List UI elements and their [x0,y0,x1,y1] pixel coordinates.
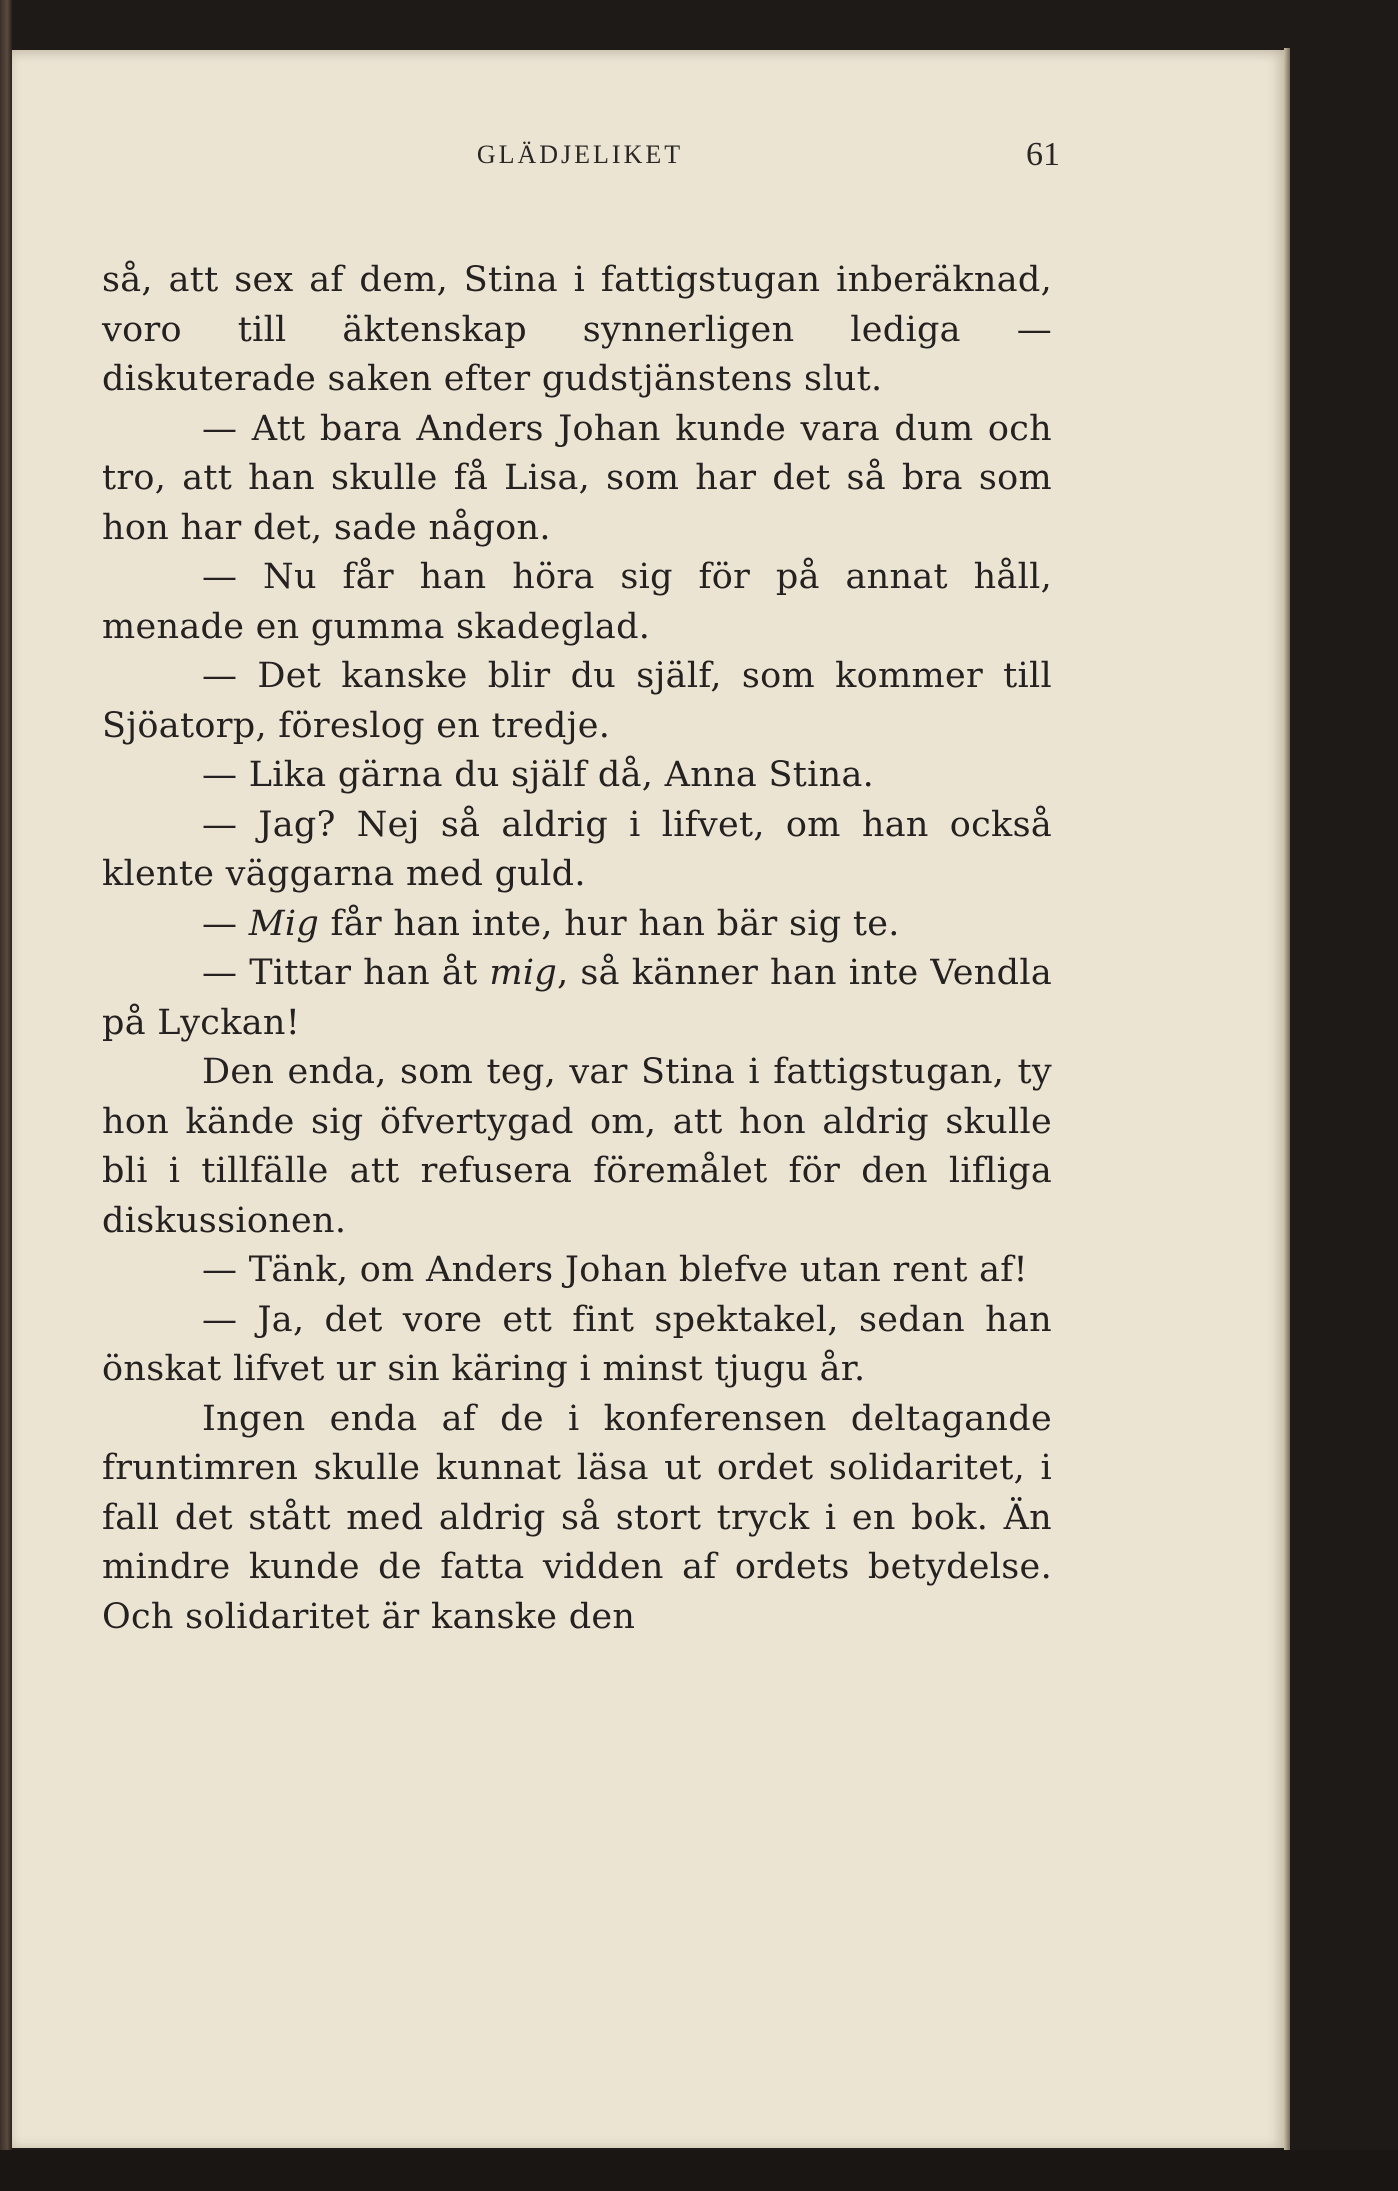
text-run: Ingen enda af de i konferensen deltagande fruntimren skulle kunnat läsa ut ordet solidaritet, i fall det stått med aldrig så stort tryck i en bok. Än mindre kunde de fatta vidden af ordets betydelse. Och solidaritet är kanske den [102,1398,1052,1637]
page-number: 61 [1026,136,1060,173]
paragraph [102,652,1052,751]
text-run: — Tittar han åt [202,953,490,993]
paragraph [102,1296,1052,1395]
paragraph [102,256,1052,405]
paragraph [102,1395,1052,1643]
text-run: — Det kanske blir du själf, som kommer till Sjöatorp, föreslog en tredje. [102,656,1052,746]
running-title: GLÄDJELIKET [476,140,684,169]
book-spine-edge [0,0,12,2191]
paragraph [102,751,1052,801]
paragraph [102,1048,1052,1246]
text-run: — Nu får han höra sig för på annat håll, menade en gumma skadeglad. [102,557,1052,647]
text-run: — [202,903,249,944]
paragraph [102,949,1052,1048]
paragraph [102,900,1052,950]
text-run: Den enda, som teg, var Stina i fattigstugan, ty hon kände sig öfvertygad om, att hon aldrig skulle bli i tillfälle att refusera föremålet för den lifliga diskussionen. [102,1052,1052,1241]
page-header [100,136,1060,180]
text-run: får han inte, hur han bär sig te. [319,903,900,944]
emphasis-text: Mig [248,903,320,944]
text-run: — Ja, det vore ett fint spektakel, sedan han önskat lifvet ur sin käring i minst tjugu år. [102,1299,1052,1389]
text-run: — Att bara Anders Johan kunde vara dum och tro, att han skulle få Lisa, som har det så bra som hon har det, sade någon. [102,408,1052,548]
text-run: — Jag? Nej så aldrig i lifvet, om han också klente väggarna med guld. [102,804,1052,894]
paragraph [102,1246,1052,1296]
emphasis-text: mig [489,953,558,993]
text-run: så, att sex af dem, Stina i fattigstugan inberäknad, voro till äktenskap synnerligen lediga — diskuterade saken efter gudstjänstens slut. [102,260,1052,399]
background-strip [0,2150,1398,2191]
text-run: , så känner han inte Vendla på Lyckan! [102,953,1052,1043]
page-edge [1284,48,1290,2150]
paragraph [102,801,1052,900]
paragraph [102,405,1052,554]
body-text [102,256,1052,1642]
text-run: — Tänk, om Anders Johan blefve utan rent af! [202,1250,1028,1290]
paragraph [102,553,1052,652]
text-run: — Lika gärna du själf då, Anna Stina. [202,755,875,795]
